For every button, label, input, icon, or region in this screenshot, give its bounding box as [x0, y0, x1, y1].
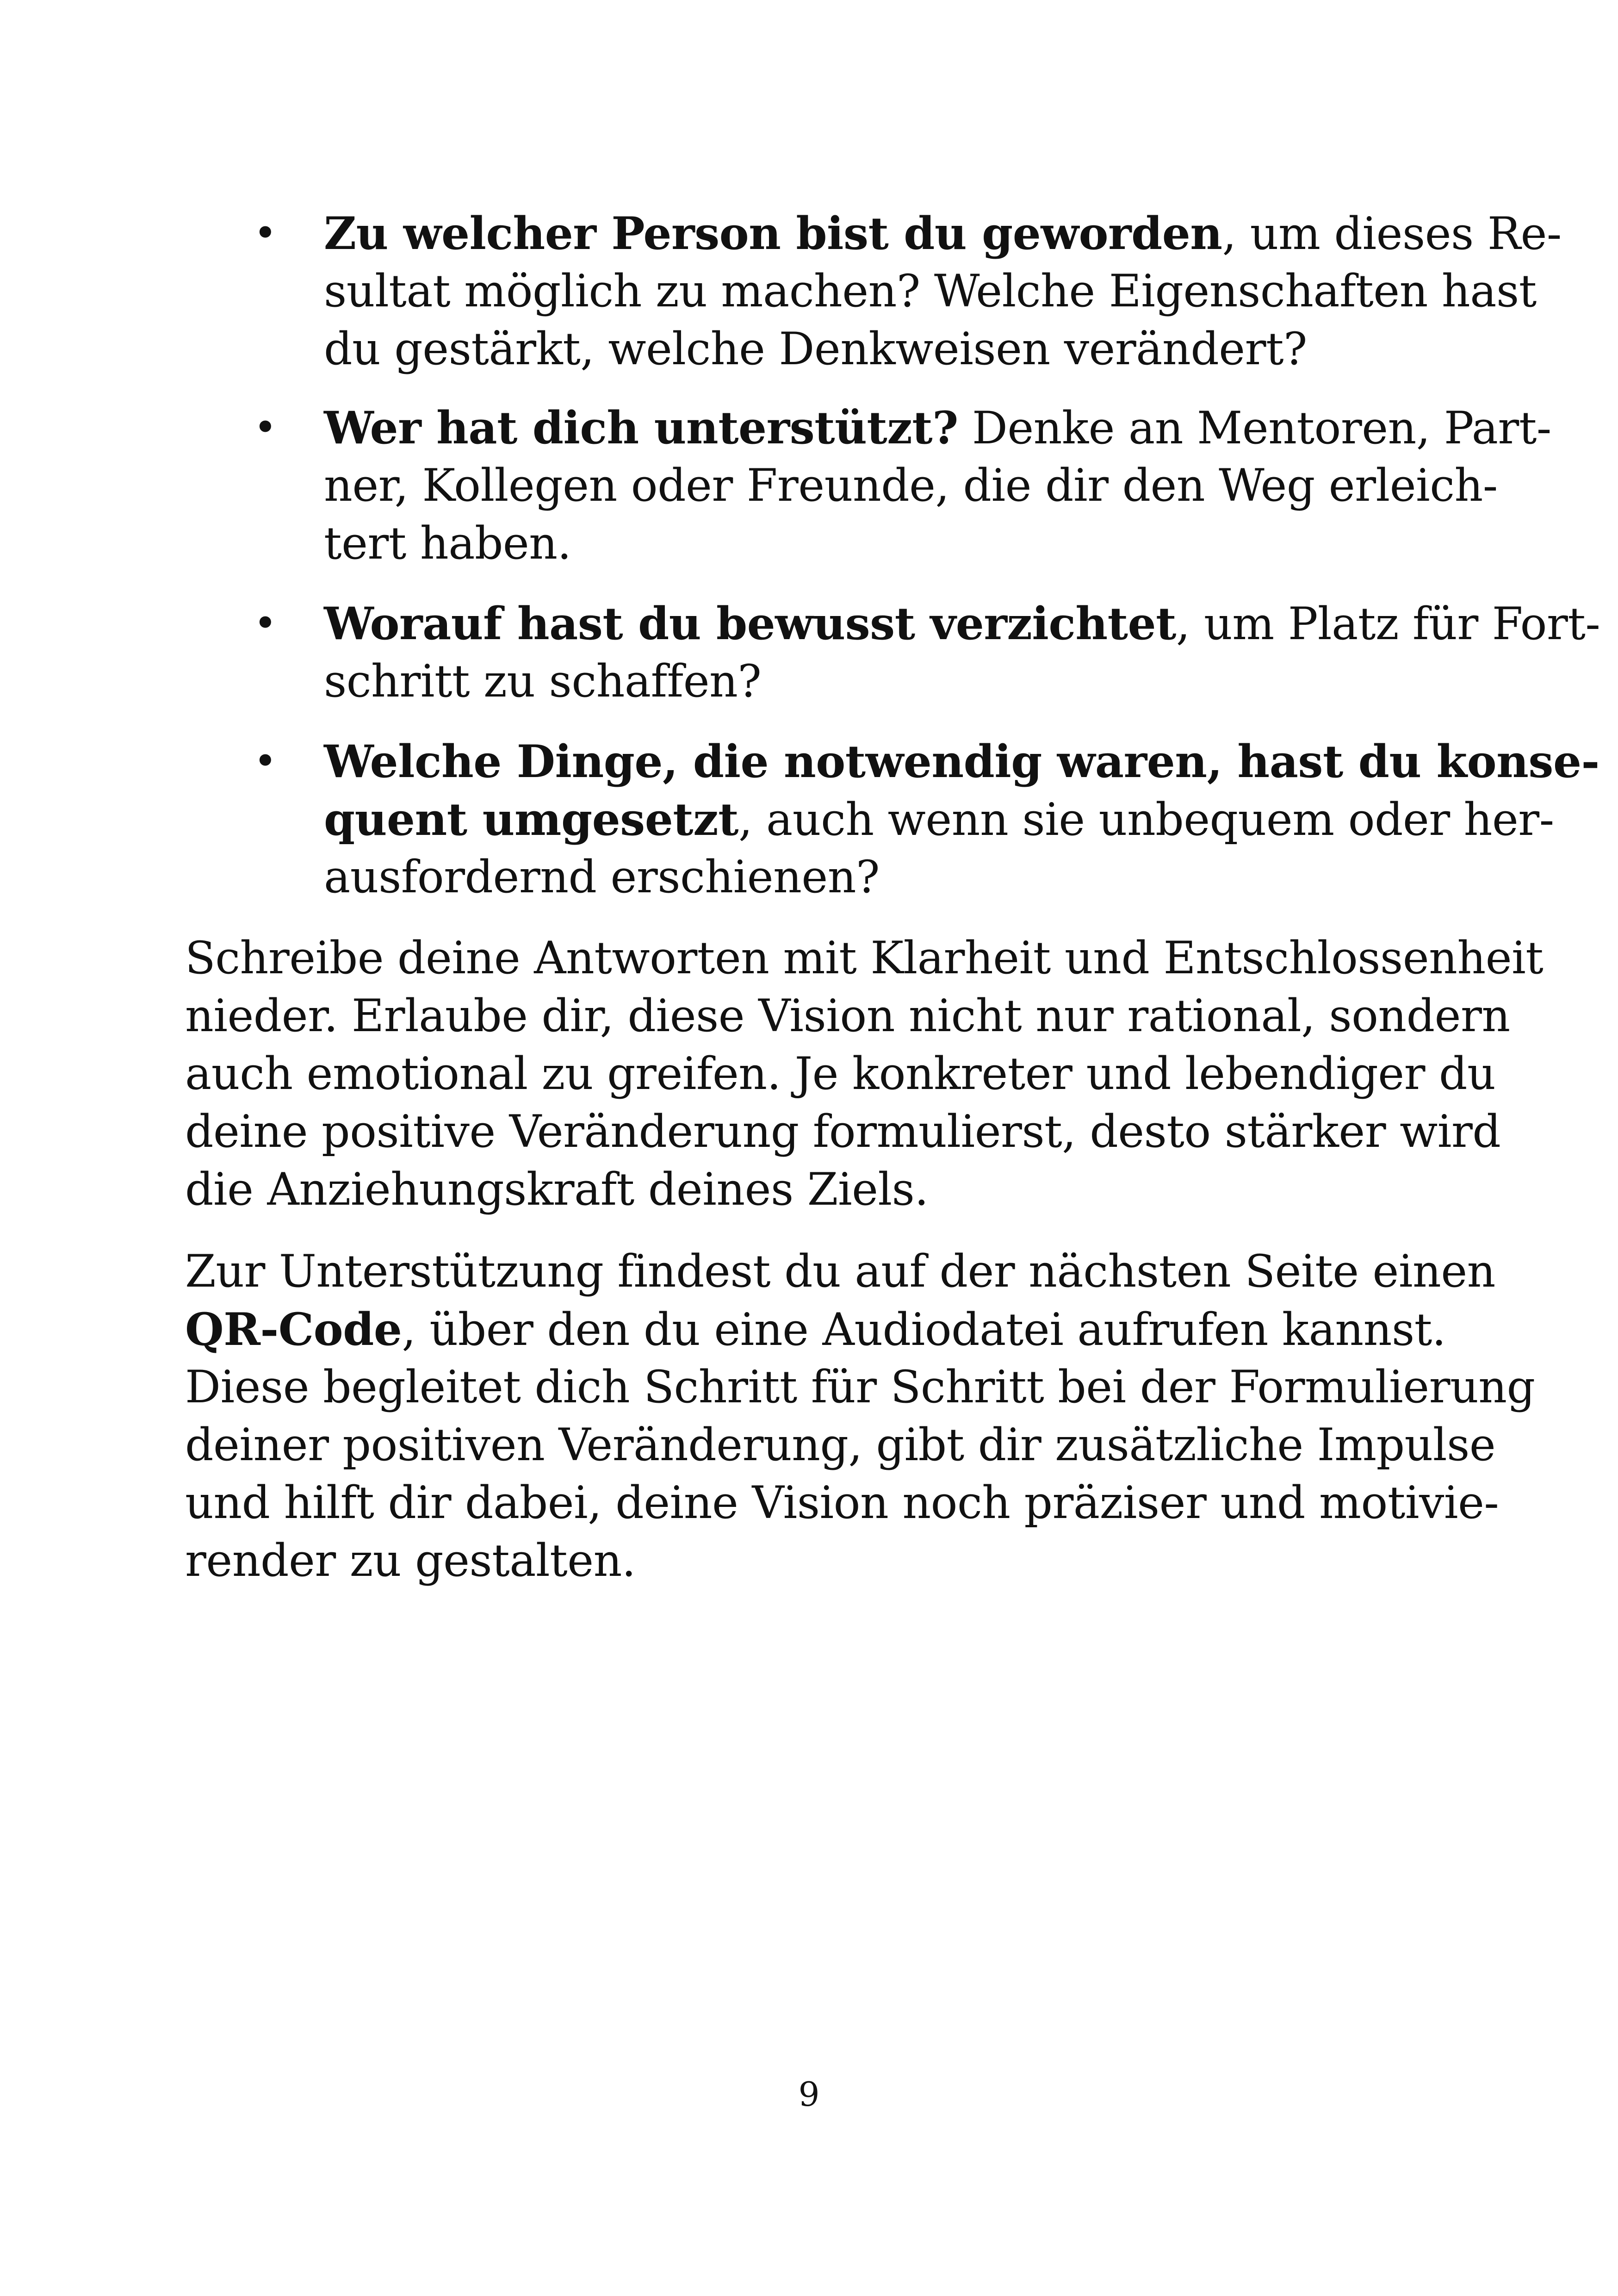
- bullet-1-line-3: du gestärkt, welche Denkweisen verändert?: [324, 323, 1308, 375]
- bullet-marker: •: [254, 738, 277, 784]
- paragraph-2-line-3: Diese begleitet dich Schritt für Schritt bei der Formulierung: [185, 1361, 1535, 1413]
- bullet-4-line-3: ausfordernd erschienen?: [324, 851, 880, 903]
- paragraph-1-line-4: deine positive Veränderung formulierst, desto stärker wird: [185, 1106, 1501, 1157]
- paragraph-1-line-2: nieder. Erlaube dir, diese Vision nicht nur rational, sondern: [185, 990, 1510, 1042]
- paragraph-2-line-4: deiner positiven Veränderung, gibt dir zusätzliche Impulse: [185, 1419, 1496, 1471]
- bullet-2-line-3: tert haben.: [324, 517, 571, 569]
- bullet-2-line-1: Wer hat dich unterstützt? Denke an Mentoren, Part-: [324, 402, 1551, 454]
- page-number: 9: [798, 2075, 820, 2114]
- paragraph-1-line-3: auch emotional zu greifen. Je konkreter und lebendiger du: [185, 1048, 1496, 1100]
- bullet-marker: •: [254, 404, 277, 451]
- paragraph-2-line-1: Zur Unterstützung findest du auf der nächsten Seite einen: [185, 1245, 1495, 1297]
- bullet-1-line-1: Zu welcher Person bist du geworden, um dieses Re-: [324, 207, 1562, 260]
- bullet-4-line-2: quent umgesetzt, auch wenn sie unbequem oder her-: [324, 793, 1554, 846]
- paragraph-1-line-1: Schreibe deine Antworten mit Klarheit und Entschlossenheit: [185, 932, 1544, 984]
- paragraph-2-line-6: render zu gestalten.: [185, 1535, 636, 1587]
- paragraph-2-line-2: QR-Code, über den du eine Audiodatei aufrufen kannst.: [185, 1303, 1446, 1356]
- bullet-3-line-2: schritt zu schaffen?: [324, 655, 762, 707]
- bullet-2-line-2: ner, Kollegen oder Freunde, die dir den Weg erleich-: [324, 460, 1498, 511]
- bullet-3-line-1: Worauf hast du bewusst verzichtet, um Platz für Fort-: [324, 597, 1600, 650]
- bullet-marker: •: [254, 210, 277, 256]
- qr-code-term: QR-Code: [185, 1303, 402, 1356]
- bullet-marker: •: [254, 600, 277, 647]
- paragraph-2-line-5: und hilft dir dabei, deine Vision noch präziser und motivie-: [185, 1477, 1499, 1529]
- bullet-4-line-1: Welche Dinge, die notwendig waren, hast du konse-: [324, 735, 1599, 788]
- paragraph-1-line-5: die Anziehungskraft deines Ziels.: [185, 1164, 929, 1215]
- bullet-1-line-2: sultat möglich zu machen? Welche Eigenschaften hast: [324, 265, 1537, 317]
